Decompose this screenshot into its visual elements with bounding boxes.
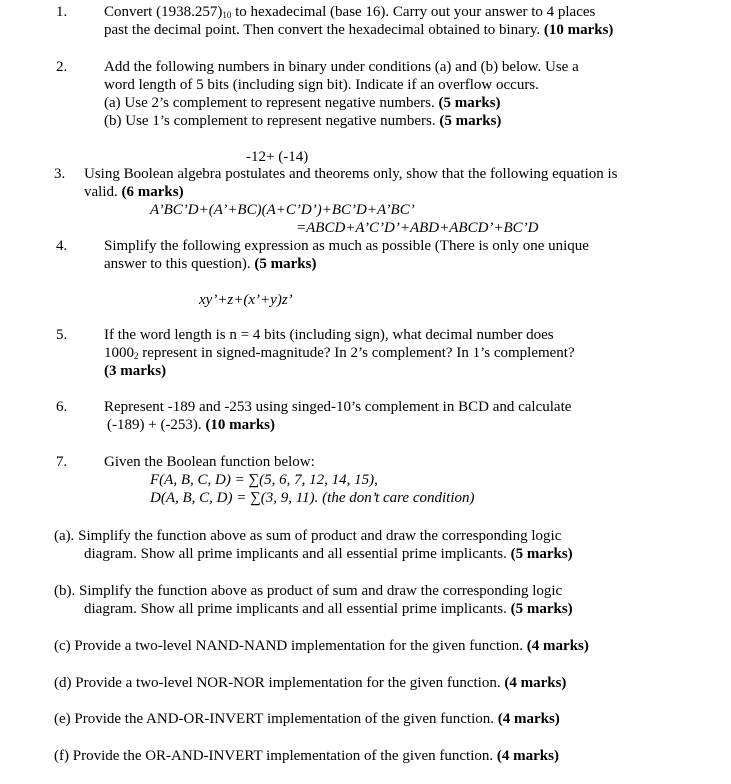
part-b-line2: diagram. Show all prime implicants and all essential prime implicants. (5 marks) — [84, 601, 573, 617]
q3-equation-right: =ABCD+A’C’D’+ABD+ABCD’+BC’D — [296, 220, 539, 236]
q7-line1: Given the Boolean function below: — [104, 454, 315, 470]
part-f: (f) Provide the OR-AND-INVERT implementation of the given function. (4 marks) — [54, 748, 559, 764]
part-b-line1: (b). Simplify the function above as product of sum and draw the corresponding logic — [54, 583, 563, 599]
q3-line1: Using Boolean algebra postulates and theorems only, show that the following equation is — [84, 166, 618, 182]
part-a-line2: diagram. Show all prime implicants and all essential prime implicants. (5 marks) — [84, 546, 573, 562]
q2-line2: word length of 5 bits (including sign bit). Indicate if an overflow occurs. — [104, 77, 539, 93]
q6-line1: Represent -189 and -253 using singed-10’s complement in BCD and calculate — [104, 399, 572, 415]
q2-expression: -12+ (-14) — [246, 149, 309, 165]
q2-number: 2. — [56, 59, 68, 75]
q3-number: 3. — [54, 166, 66, 182]
q2-line1: Add the following numbers in binary under conditions (a) and (b) below. Use a — [104, 59, 579, 75]
q1-line1: Convert $(1938.257)_{10}$ to hexadecimal (base 16). Carry out your answer to 4 places — [104, 4, 596, 20]
q6-line2: (-189) + (-253). (10 marks) — [107, 417, 276, 433]
part-a-line1: (a). Simplify the function above as sum of product and draw the corresponding logic — [54, 528, 562, 544]
q4-number: 4. — [56, 238, 68, 254]
q7-number: 7. — [56, 454, 68, 470]
q4-line1: Simplify the following expression as much as possible (There is only one unique — [104, 238, 589, 254]
q1-line2: past the decimal point. Then convert the hexadecimal obtained to binary. (10 marks) — [104, 22, 614, 38]
q5-line2: $1000_2$ represent in signed-magnitude? In 2’s complement? In 1’s complement? — [104, 345, 575, 361]
part-d: (d) Provide a two-level NOR-NOR implementation for the given function. (4 marks) — [54, 675, 567, 691]
q4-line2: answer to this question). (5 marks) — [104, 256, 317, 272]
q4-expression: xy’+z+(x’+y)z’ — [199, 292, 293, 308]
part-e: (e) Provide the AND-OR-INVERT implementation of the given function. (4 marks) — [54, 711, 560, 727]
q5-line1: If the word length is n = 4 bits (including sign), what decimal number does — [104, 327, 554, 343]
q7-function-d: D(A, B, C, D) = ∑(3, 9, 11). (the don’t care condition) — [150, 490, 475, 506]
q1-number: 1. — [56, 4, 68, 20]
q3-equation-left: A’BC’D+(A’+BC)(A+C’D’)+BC’D+A’BC’ — [150, 202, 415, 218]
part-c: (c) Provide a two-level NAND-NAND implementation for the given function. (4 marks) — [54, 638, 589, 654]
q7-function-f: F(A, B, C, D) = ∑(5, 6, 7, 12, 14, 15), — [150, 472, 378, 488]
q2-line3: (a) Use 2’s complement to represent negative numbers. (5 marks) — [104, 95, 501, 111]
q3-line2: valid. (6 marks) — [84, 184, 184, 200]
q2-line4: (b) Use 1’s complement to represent negative numbers. (5 marks) — [104, 113, 502, 129]
q6-number: 6. — [56, 399, 68, 415]
q5-number: 5. — [56, 327, 68, 343]
q5-marks: (3 marks) — [104, 363, 167, 379]
